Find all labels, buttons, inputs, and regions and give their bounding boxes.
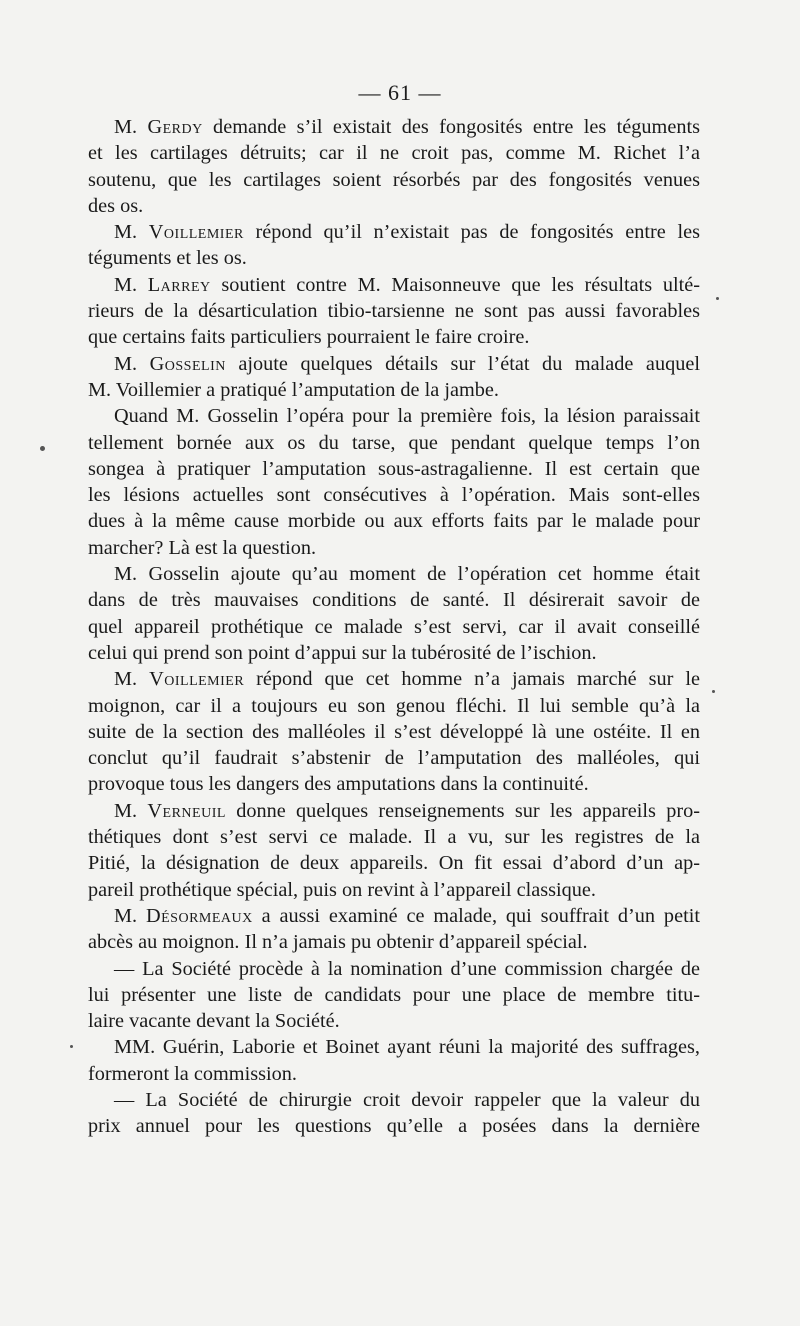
text-segment: laire vacante devant la Société. bbox=[88, 1010, 340, 1033]
text-line bbox=[88, 1034, 700, 1060]
text-segment: Pitié, la désignation de deux appareils. On fit essai d’abord d’un ap- bbox=[88, 852, 700, 875]
text-segment: a aussi examiné ce malade, qui souffrait d’un petit bbox=[252, 904, 700, 927]
text-segment: quel appareil prothétique ce malade s’est servi, car il avait conseillé bbox=[88, 615, 700, 638]
text-segment: suite de la section des malléoles il s’est développé là une ostéite. Il en bbox=[88, 720, 700, 743]
text-line bbox=[88, 719, 700, 745]
text-line bbox=[88, 167, 700, 193]
text-line bbox=[88, 403, 700, 429]
text-line bbox=[88, 508, 700, 534]
text-segment: demande s’il existait des fongosités entre les téguments bbox=[202, 116, 700, 138]
text-segment: abcès au moignon. Il n’a jamais pu obtenir d’appareil spécial. bbox=[88, 931, 588, 954]
text-segment: M. bbox=[114, 799, 148, 822]
text-line bbox=[88, 850, 700, 876]
text-line bbox=[88, 877, 700, 903]
text-line bbox=[88, 482, 700, 508]
text-line bbox=[88, 272, 700, 298]
text-line bbox=[88, 377, 700, 403]
text-segment: celui qui prend son point d’appui sur la tubérosité de l’ischion. bbox=[88, 641, 597, 664]
text-segment: thétiques dont s’est servi ce malade. Il a vu, sur les registres de la bbox=[88, 826, 700, 849]
text-segment: — La Société de chirurgie croit devoir rappeler que la valeur du bbox=[114, 1088, 700, 1111]
text-segment: songea à pratiquer l’amputation sous-astragalienne. Il est certain que bbox=[88, 457, 700, 480]
text-segment: donne quelques renseignements sur les appareils pro- bbox=[225, 799, 700, 822]
text-segment: répond que cet homme n’a jamais marché sur le bbox=[244, 668, 700, 691]
text-segment: formeront la commission. bbox=[88, 1062, 297, 1085]
text-line bbox=[88, 219, 700, 245]
text-line bbox=[88, 956, 700, 982]
text-segment: moignon, car il a toujours eu son genou fléchi. Il lui semble qu’à la bbox=[88, 694, 700, 717]
text-line bbox=[88, 798, 700, 824]
text-segment: M. Gosselin ajoute qu’au moment de l’opération cet homme était bbox=[114, 563, 700, 586]
text-segment: téguments et les os. bbox=[88, 247, 247, 270]
text-segment: les lésions actuelles sont consécutives à l’opération. Mais sont-elles bbox=[88, 484, 700, 507]
text-line bbox=[88, 193, 700, 219]
text-segment: provoque tous les dangers des amputations dans la continuité. bbox=[88, 773, 589, 796]
text-line bbox=[88, 1061, 700, 1087]
text-segment: prix annuel pour les questions qu’elle a posées dans la dernière bbox=[88, 1115, 700, 1138]
text-segment: répond qu’il n’existait pas de fongosités entre les bbox=[243, 221, 700, 244]
text-segment: M. bbox=[114, 273, 148, 296]
text-line bbox=[88, 640, 700, 666]
text-segment: M. bbox=[114, 668, 150, 691]
text-line bbox=[88, 693, 700, 719]
text-segment: soutenu, que les cartilages soient résorbés par des fongosités venues bbox=[88, 168, 700, 191]
body-text bbox=[88, 114, 700, 1140]
text-segment: — La Société procède à la nomination d’une commission chargée de bbox=[114, 957, 700, 980]
text-segment: M. bbox=[114, 221, 149, 244]
text-segment: des os. bbox=[88, 194, 144, 217]
text-segment: rieurs de la désarticulation tibio-tarsienne ne sont pas aussi favorables bbox=[88, 300, 700, 323]
text-segment: M. bbox=[114, 116, 148, 138]
text-segment: MM. Guérin, Laborie et Boinet ayant réuni la majorité des suffrages, bbox=[114, 1036, 700, 1059]
text-line bbox=[88, 824, 700, 850]
text-line bbox=[88, 114, 700, 140]
scan-speck bbox=[40, 446, 45, 451]
text-line bbox=[88, 1008, 700, 1034]
person-name: Gerdy bbox=[147, 116, 203, 138]
person-name: Larrey bbox=[147, 273, 211, 296]
text-segment: dans de très mauvaises conditions de santé. Il désirerait savoir de bbox=[88, 589, 700, 612]
text-line bbox=[88, 351, 700, 377]
scan-speck bbox=[712, 690, 715, 693]
text-line bbox=[88, 324, 700, 350]
text-line bbox=[88, 535, 700, 561]
text-segment: soutient contre M. Maisonneuve que les résultats ulté- bbox=[210, 273, 700, 296]
text-segment: M. bbox=[114, 904, 146, 927]
text-line bbox=[88, 614, 700, 640]
page-number: — 61 — bbox=[358, 80, 442, 105]
text-segment: conclut qu’il faudrait s’abstenir de l’amputation des malléoles, qui bbox=[88, 747, 700, 770]
person-name: Verneuil bbox=[147, 799, 226, 822]
person-name: Gosselin bbox=[149, 352, 226, 375]
text-line bbox=[88, 561, 700, 587]
text-line bbox=[88, 587, 700, 613]
text-segment: M. bbox=[114, 352, 150, 375]
text-segment: dues à la même cause morbide ou aux efforts faits par le malade pour bbox=[88, 510, 700, 533]
text-line bbox=[88, 1113, 700, 1139]
text-line bbox=[88, 430, 700, 456]
text-segment: lui présenter une liste de candidats pour une place de membre titu- bbox=[88, 983, 700, 1006]
text-line bbox=[88, 140, 700, 166]
scan-speck bbox=[716, 297, 719, 300]
text-line bbox=[88, 929, 700, 955]
person-name: Désormeaux bbox=[145, 904, 253, 927]
text-line bbox=[88, 745, 700, 771]
text-segment: tellement bornée aux os du tarse, que pendant quelque temps l’on bbox=[88, 431, 700, 454]
text-segment: Quand M. Gosselin l’opéra pour la première fois, la lésion paraissait bbox=[114, 405, 700, 428]
text-segment: M. Voillemier a pratiqué l’amputation de la jambe. bbox=[88, 378, 499, 401]
text-line bbox=[88, 771, 700, 797]
text-segment: marcher? Là est la question. bbox=[88, 536, 317, 559]
text-line bbox=[88, 982, 700, 1008]
text-segment: et les cartilages détruits; car il ne croit pas, comme M. Richet l’a bbox=[88, 142, 700, 165]
text-line bbox=[88, 666, 700, 692]
scan-speck bbox=[70, 1045, 73, 1048]
text-segment: que certains faits particuliers pourraient le faire croire. bbox=[88, 326, 530, 349]
text-segment: pareil prothétique spécial, puis on revint à l’appareil classique. bbox=[88, 878, 596, 901]
text-segment: ajoute quelques détails sur l’état du malade auquel bbox=[225, 352, 700, 375]
text-line bbox=[88, 903, 700, 929]
person-name: Voillemier bbox=[149, 668, 245, 691]
person-name: Voillemier bbox=[148, 221, 244, 244]
text-line bbox=[88, 456, 700, 482]
text-line bbox=[88, 245, 700, 271]
text-line bbox=[88, 1087, 700, 1113]
text-line bbox=[88, 298, 700, 324]
